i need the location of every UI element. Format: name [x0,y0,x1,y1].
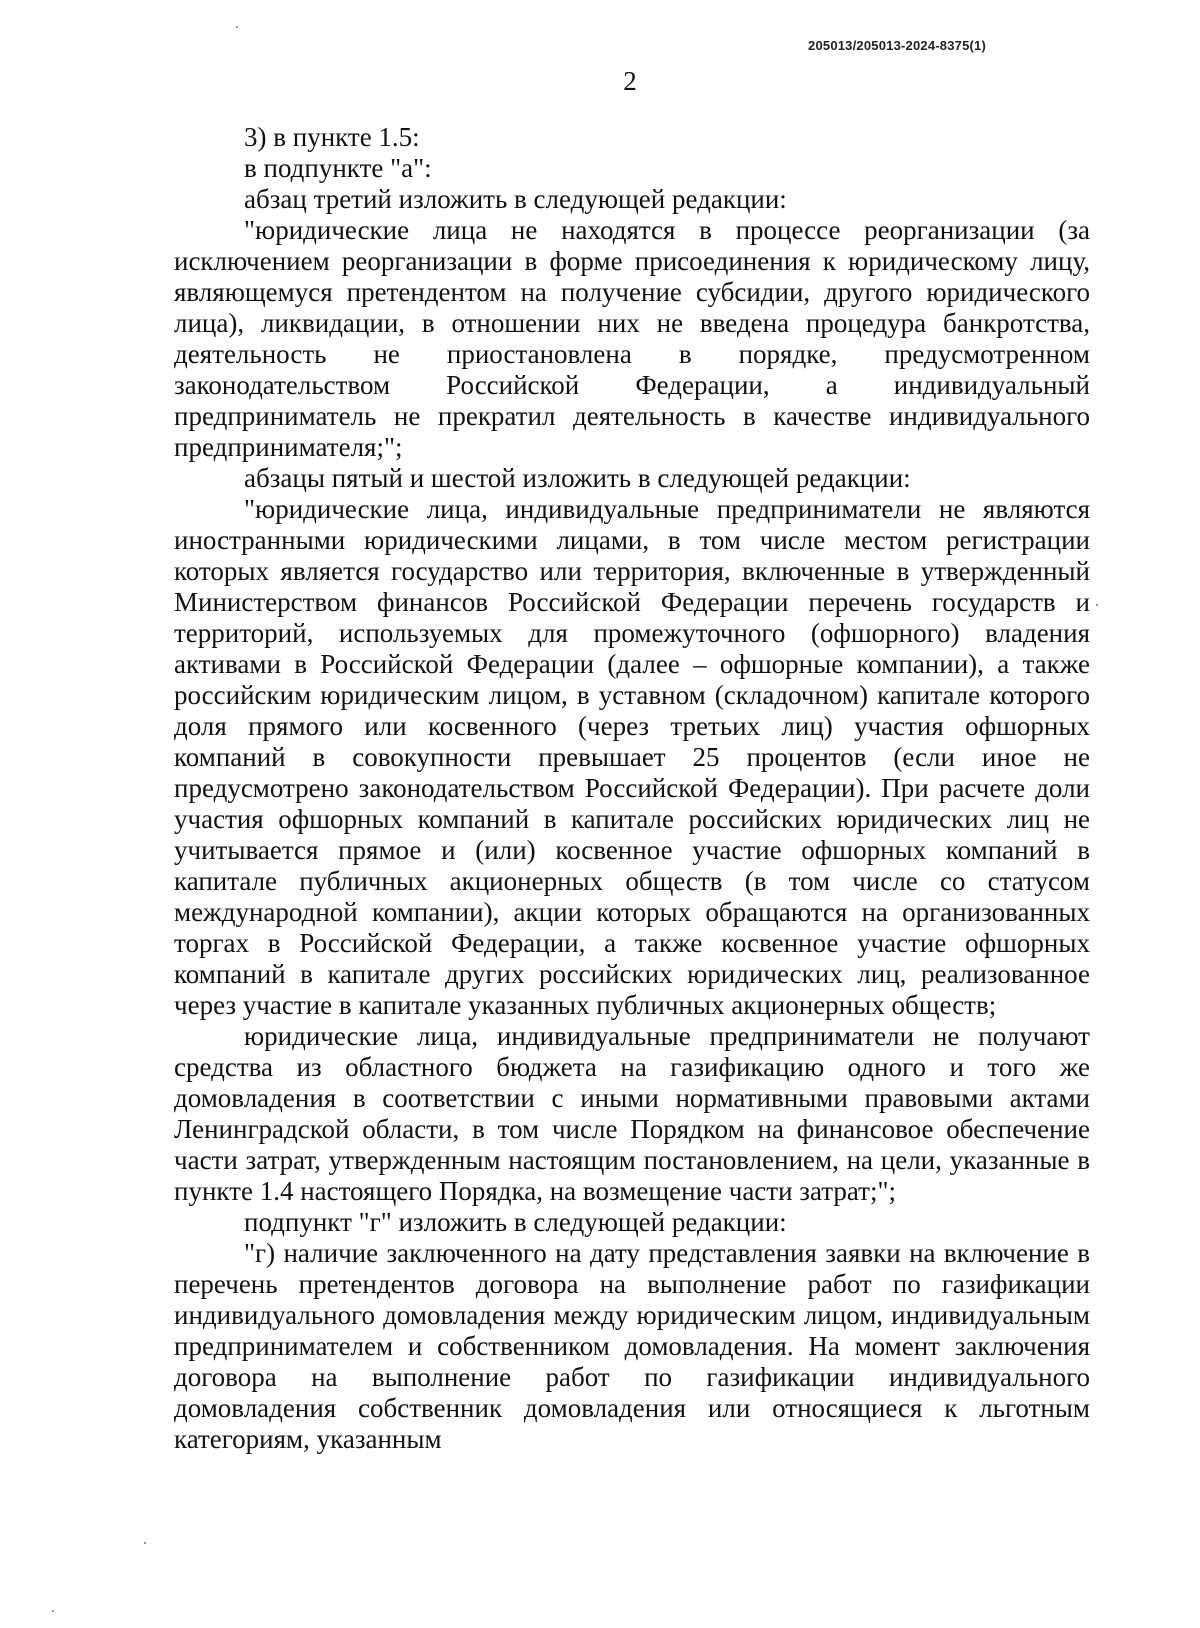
paragraph-instruction: подпункт "г" изложить в следующей редакции: [244,1207,787,1237]
paragraph-instruction: абзацы пятый и шестой изложить в следующей редакции: [244,463,911,493]
paragraph-quote-reorganization: "юридические лица не находятся в процессе реорганизации (за исключением реорганизации в форме присоединения к юридическому лицу, являющемуся претендентом на получение субсидии, другого юридического лица), ликвидации, в отношении них не введена процедура банкротства, деятельность не приостановлена в порядке, предусмотренном законодательством Российской Федерации, а индивидуальный предприниматель не прекратил деятельность в качестве индивидуального предпринимателя;"; [174,215,1090,462]
document-body [174,122,1090,1455]
paragraph-budget-funds: юридические лица, индивидуальные предприниматели не получают средства из областного бюджета на газификацию одного и того же домовладения в соответствии с иными нормативными правовыми актами Ленинградской области, в том числе Порядком на финансовое обеспечение части затрат, утвержденным настоящим постановлением, на цели, указанные в пункте 1.4 настоящего Порядка, на возмещение части затрат;"; [174,1021,1090,1206]
paragraph-quote-offshore: "юридические лица, индивидуальные предприниматели не являются иностранными юридическими лицами, в том числе местом регистрации которых является государство или территория, включенные в утвержденный Министерством финансов Российской Федерации перечень государств и территорий, используемых для промежуточного (офшорного) владения активами в Российской Федерации (далее – офшорные компании), а также российским юридическим лицом, в уставном (складочном) капитале которого доля прямого или косвенного (через третьих лиц) участия офшорных компаний в совокупности превышает 25 процентов (если иное не предусмотрено законодательством Российской Федерации). При расчете доли участия офшорных компаний в капитале российских юридических лиц не учитывается прямое и (или) косвенное участие офшорных компаний в капитале публичных акционерных обществ (в том числе со статусом международной компании), акции которых обращаются на организованных торгах в Российской Федерации, а также косвенное участие офшорных компаний в капитале других российских юридических лиц, реализованное через участие в капитале указанных публичных акционерных обществ; [174,494,1090,1020]
paragraph-item-3: 3) в пункте 1.5: [244,122,420,152]
scan-speck [236,26,238,28]
paragraph-quote-contract: "г) наличие заключенного на дату представления заявки на включение в перечень претендентов договора на выполнение работ по газификации индивидуального домовладения между юридическим лицом, индивидуальным предпринимателем и собственником домовладения. На момент заключения договора на выполнение работ по газификации индивидуального домовладения собственник домовладения или относящиеся к льготным категориям, указанным [174,1238,1090,1454]
scan-speck [1096,604,1098,606]
paragraph-subitem-a: в подпункте "а": [244,153,432,183]
paragraph-instruction: абзац третий изложить в следующей редакции: [244,184,787,214]
scan-speck [144,1542,146,1544]
page-number: 2 [623,66,637,96]
document-id: 205013/205013-2024-8375(1) [808,38,986,53]
scan-speck [52,1610,54,1612]
